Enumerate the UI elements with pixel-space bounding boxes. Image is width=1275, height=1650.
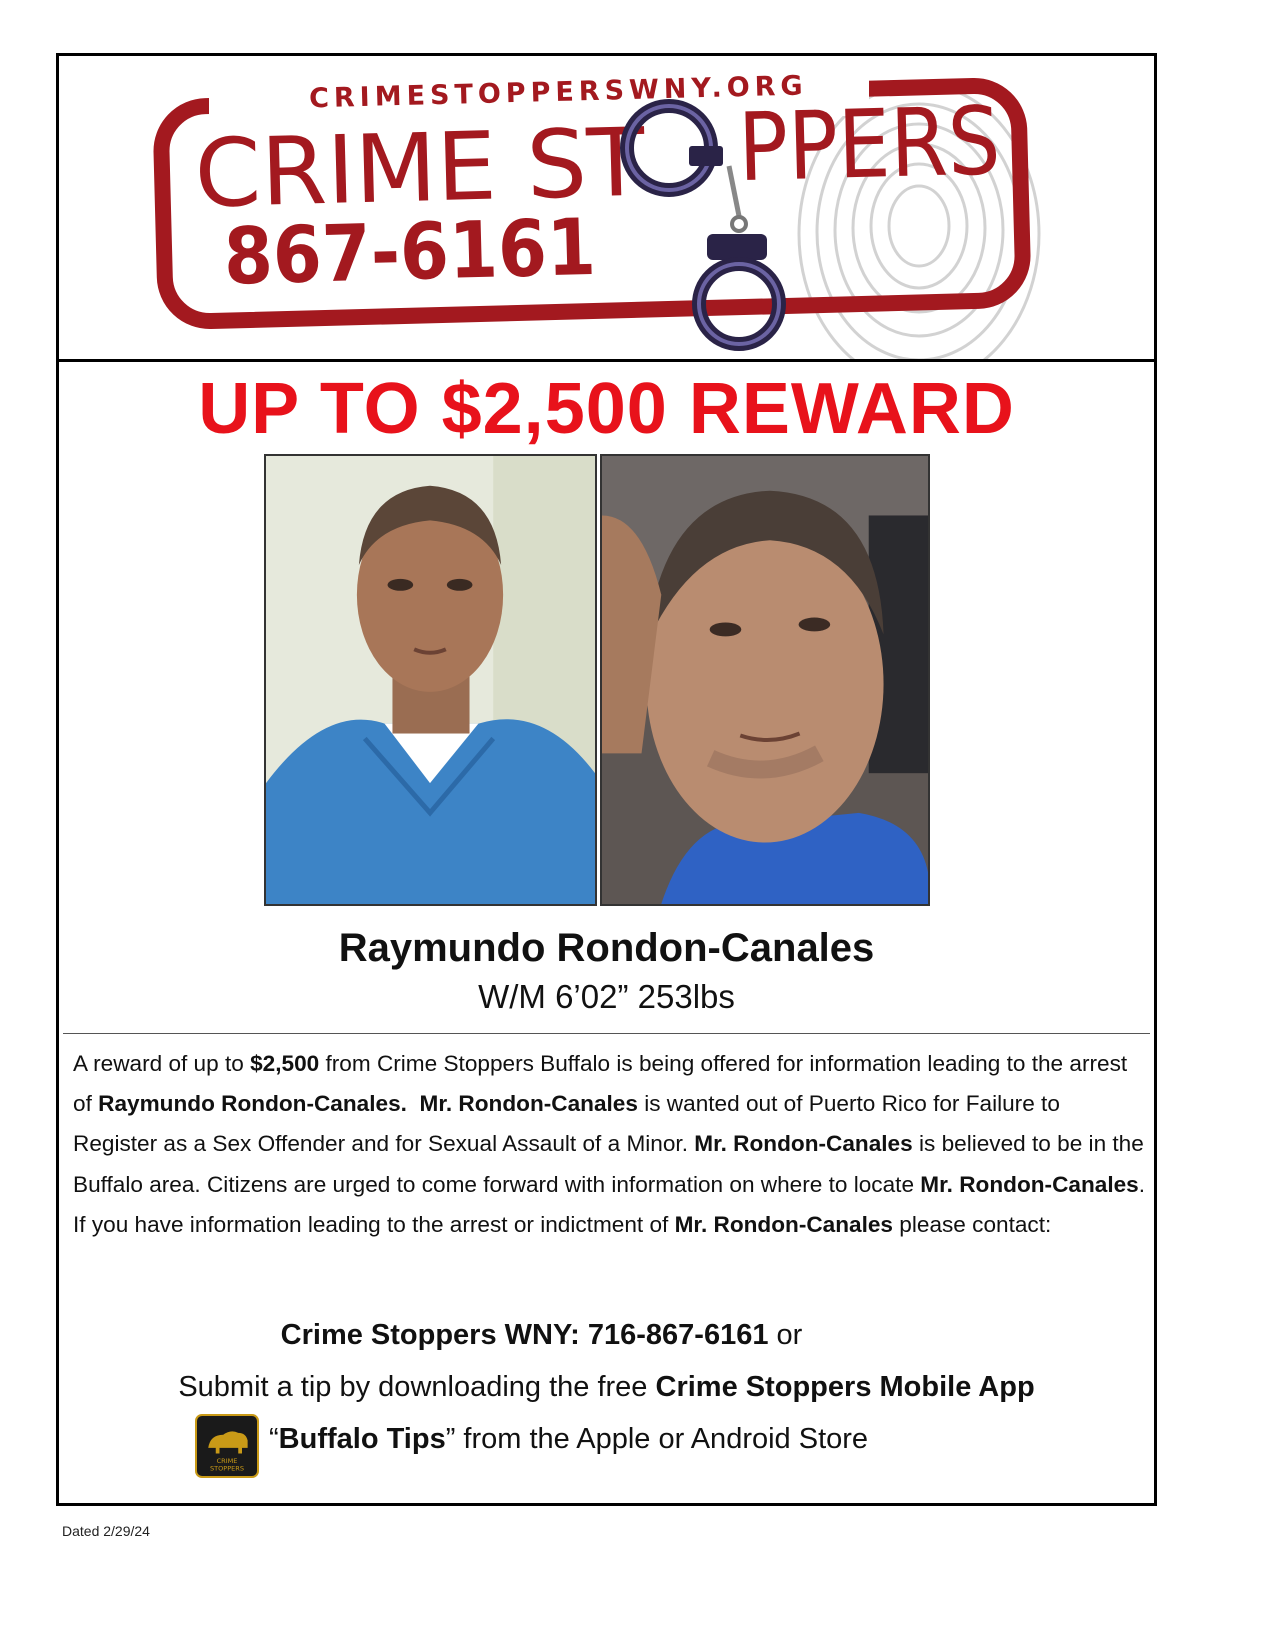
brand-text-left: CRIME ST [193, 108, 643, 230]
mobile-app-name: Crime Stoppers Mobile App [655, 1371, 1035, 1403]
app-icon-label-2: STOPPERS [209, 1464, 245, 1473]
buffalo-tips-app-name: Buffalo Tips [278, 1423, 446, 1455]
suspect-description: W/M 6’02” 253lbs [478, 978, 735, 1015]
mugshot-photo [266, 456, 595, 904]
selfie-photo [602, 456, 928, 904]
reward-description-paragraph: A reward of up to $2,500 from Crime Stoppers Buffalo is being offered for information leading to the arrest of Raymundo Rondon-Canales. Mr. Rondon-Canales is wanted out of Puerto Rico for Failure to Register as a Sex Offender and for Sexual Assault of a Minor. Mr. Rondon-Canales is believed to be in the Buffalo area. Citizens are urged to come forward with information on where to locate Mr. Rondon-Canales. If you have information leading to the arrest or indictment of Mr. Rondon-Canales please contact: [73, 1051, 1146, 1237]
crime-stoppers-logo [59, 56, 1154, 359]
poster-frame [56, 53, 1157, 1506]
suspect-photo-right [600, 454, 930, 906]
brand-phone: 867-6161 [222, 201, 638, 303]
website-url: CRIMESTOPPERSWNY.ORG [308, 70, 809, 115]
crime-stoppers-logo-header [59, 56, 1154, 362]
dated-label: Dated 2/29/24 [62, 1523, 150, 1539]
brand-text-right: PPERS [736, 86, 1038, 204]
buffalo-tips-app-icon[interactable] [195, 1414, 259, 1478]
contact-app-line: Submit a tip by downloading the free Crime Stoppers Mobile App [178, 1371, 1035, 1403]
contact-phone-line: Crime Stoppers WNY: 716-867-6161 or [280, 1319, 803, 1351]
app-icon-label-1: CRIME [216, 1456, 238, 1465]
suspect-name: Raymundo Rondon-Canales [338, 926, 875, 970]
section-divider [63, 1033, 1150, 1034]
contact-phone[interactable]: Crime Stoppers WNY: 716-867-6161 [280, 1319, 769, 1351]
reward-title: UP TO $2,500 REWARD [198, 369, 1015, 449]
suspect-photo-left [264, 454, 597, 906]
contact-store-line: “Buffalo Tips” from the Apple or Android Store [269, 1423, 869, 1455]
